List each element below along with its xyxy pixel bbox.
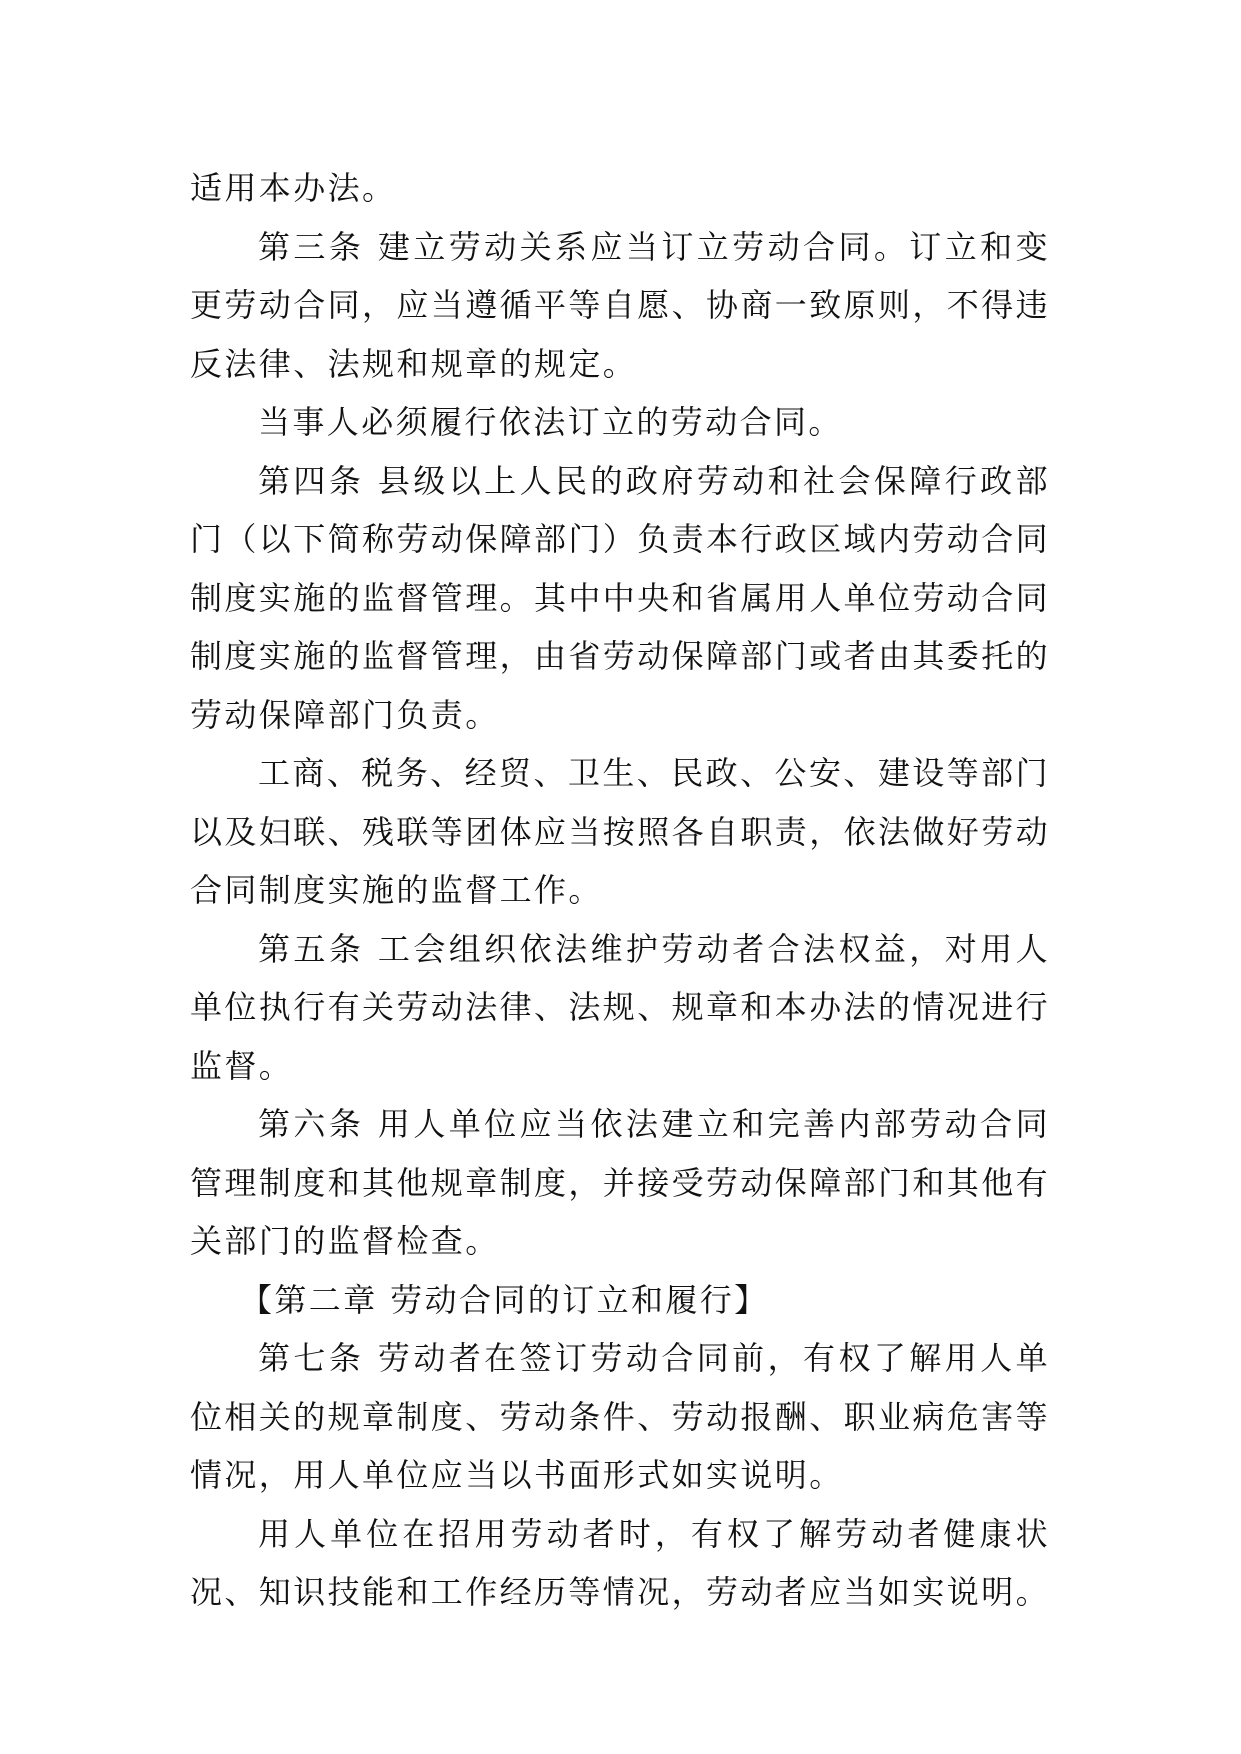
paragraph-article-4-clause-2: 工商、税务、经贸、卫生、民政、公安、建设等部门以及妇联、残联等团体应当按照各自职责，依法做好劳动合同制度实施的监督工作。 [190, 754, 1051, 909]
document-body [190, 159, 1050, 1622]
paragraph-article-7: 第七条 劳动者在签订劳动合同前，有权了解用人单位相关的规章制度、劳动条件、劳动报酬、职业病危害等情况，用人单位应当以书面形式如实说明。 [190, 1339, 1051, 1494]
chapter-heading: 【第二章 劳动合同的订立和履行】 [240, 1280, 769, 1319]
paragraph-article-3: 第三条 建立劳动关系应当订立劳动合同。订立和变更劳动合同，应当遵循平等自愿、协商一致原则，不得违反法律、法规和规章的规定。 [190, 227, 1051, 383]
paragraph-article-4: 第四条 县级以上人民的政府劳动和社会保障行政部门（以下简称劳动保障部门）负责本行政区域内劳动合同制度实施的监督管理。其中中央和省属用人单位劳动合同制度实施的监督管理，由省劳动保障部门或者由其委托的劳动保障部门负责。 [190, 461, 1051, 734]
paragraph-article-7-clause-2: 用人单位在招用劳动者时，有权了解劳动者健康状况、知识技能和工作经历等情况，劳动者应当如实说明。 [190, 1514, 1051, 1611]
paragraph-article-6: 第六条 用人单位应当依法建立和完善内部劳动合同管理制度和其他规章制度，并接受劳动保障部门和其他有关部门的监督检查。 [190, 1105, 1051, 1260]
paragraph-article-3-clause-2: 当事人必须履行依法订立的劳动合同。 [258, 403, 843, 441]
paragraph-article-5: 第五条 工会组织依法维护劳动者合法权益，对用人单位执行有关劳动法律、法规、规章和本办法的情况进行监督。 [190, 929, 1051, 1085]
paragraph-continuation: 适用本办法。 [190, 169, 397, 207]
